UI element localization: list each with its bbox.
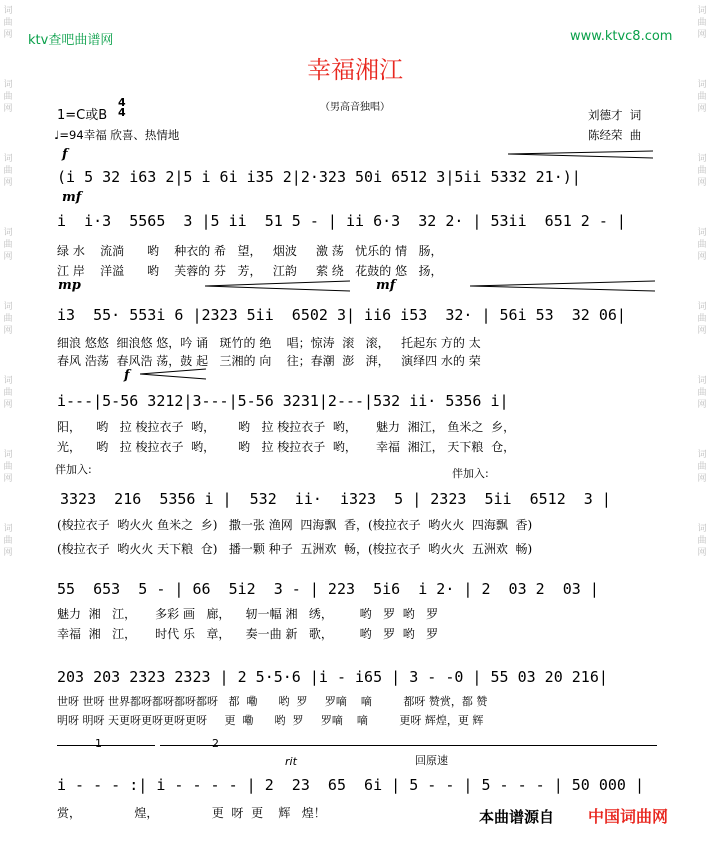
- watermark-glyph: 网: [697, 326, 707, 336]
- watermark-glyph: 网: [3, 252, 13, 262]
- source-note: 本曲谱源自: [479, 808, 555, 826]
- watermark-glyph: 曲: [3, 92, 13, 102]
- watermark-glyph: 词: [697, 80, 707, 90]
- dynamic-f-2: f: [124, 368, 130, 383]
- notation-line-4: i---|5-56 3212|3---|5-56 3231|2---|532 ii· 5356 i|: [57, 392, 509, 410]
- watermark-glyph: 曲: [697, 314, 707, 324]
- watermark-glyph: 曲: [3, 314, 13, 324]
- watermark-glyph: 词: [3, 302, 13, 312]
- dynamic-f-1: f: [62, 147, 68, 162]
- notation-line-3: i3 55· 553i 6 |2323 5ii 6502 3| ii6 i53 32· | 56i 53 32 06|: [57, 306, 626, 324]
- watermark-glyph: 词: [3, 228, 13, 238]
- watermark-glyph: 词: [697, 154, 707, 164]
- watermark-glyph: 曲: [3, 240, 13, 250]
- volta-1-label: 1: [95, 737, 102, 750]
- watermark-glyph: 网: [3, 104, 13, 114]
- watermark-glyph: 词: [697, 524, 707, 534]
- watermark-glyph: 曲: [697, 92, 707, 102]
- lyric-line-8: 赏， 煌， 更 呀 更 辉 煌！: [57, 806, 326, 820]
- watermark-glyph: 网: [3, 548, 13, 558]
- watermark-glyph: 词: [697, 302, 707, 312]
- watermark-glyph: 词: [3, 80, 13, 90]
- ritardando-mark: rit: [285, 755, 297, 768]
- time-signature: 4 4: [118, 96, 126, 119]
- tempo-marking: ♩=94幸福 欣喜、热情地: [54, 128, 180, 142]
- watermark-glyph: 网: [697, 548, 707, 558]
- watermark-glyph: 网: [3, 30, 13, 40]
- notation-line-6: 55 653 5 - | 66 5i2 3 - | 223 5i6 i 2· | 2 03 2 03 |: [57, 580, 599, 598]
- watermark-glyph: 网: [3, 474, 13, 484]
- key-signature: 1=C或B: [57, 108, 108, 123]
- watermark-glyph: 网: [3, 400, 13, 410]
- site-name-left: ktv查吧曲谱网: [28, 33, 114, 48]
- watermark-glyph: 曲: [697, 536, 707, 546]
- volta-2-label: 2: [212, 737, 219, 750]
- lyric-line-4b: 光， 哟 拉 梭拉衣子 哟， 哟 拉 梭拉衣子 哟， 幸福 湘江， 天下粮 仓，: [57, 440, 516, 454]
- watermark-glyph: 词: [3, 450, 13, 460]
- crescendo-hairpin-1: [205, 280, 355, 294]
- watermark-glyph: 网: [697, 104, 707, 114]
- watermark-glyph: 曲: [3, 388, 13, 398]
- volta-1-bracket: [57, 745, 155, 746]
- watermark-glyph: 词: [3, 376, 13, 386]
- watermark-glyph: 曲: [697, 166, 707, 176]
- watermark-glyph: 网: [697, 178, 707, 188]
- watermark-glyph: 词: [697, 450, 707, 460]
- left-watermark-column: [0, 0, 16, 853]
- watermark-glyph: 词: [697, 228, 707, 238]
- crescendo-hairpin-3: [140, 368, 210, 380]
- watermark-glyph: 曲: [3, 536, 13, 546]
- watermark-glyph: 词: [697, 376, 707, 386]
- dynamic-mf-2: mf: [376, 278, 396, 293]
- watermark-glyph: 曲: [697, 388, 707, 398]
- watermark-glyph: 曲: [3, 462, 13, 472]
- a-tempo-mark: 回原速: [415, 754, 448, 767]
- lyric-line-6b: 幸福 湘 江， 时代 乐 章， 奏一曲 新 歌， 哟 罗 哟 罗: [57, 627, 439, 641]
- accompaniment-note-2: 伴加入:: [452, 467, 489, 480]
- decrescendo-hairpin: [508, 150, 658, 170]
- volta-2-bracket: [160, 745, 657, 746]
- composer-credit: 陈经荣 曲: [588, 128, 642, 142]
- watermark-glyph: 词: [3, 154, 13, 164]
- right-watermark-column: [694, 0, 710, 853]
- lyric-line-3a: 细浪 悠悠 细浪悠 悠，吟 诵 斑竹的 绝 唱；惊涛 滚 滚， 托起东 方的 太: [57, 336, 481, 350]
- watermark-glyph: 曲: [697, 462, 707, 472]
- watermark-glyph: 网: [697, 252, 707, 262]
- lyric-line-7a: 世呀 世呀 世界都呀都呀都呀都呀 都 嘞 哟 罗 罗嘀 嘀 都呀 赞赏，都 赞: [57, 695, 488, 708]
- dynamic-mp: mp: [58, 278, 81, 293]
- watermark-glyph: 曲: [3, 18, 13, 28]
- watermark-glyph: 曲: [3, 166, 13, 176]
- notation-line-2: i i·3 5565 3 |5 ii 51 5 - | ii 6·3 32 2· | 53ii 651 2 - |: [57, 212, 626, 230]
- site-url-right: www.ktvc8.com: [570, 29, 673, 44]
- lyric-line-5b: (梭拉衣子 哟火火 天下粮 仓) 播一颗 种子 五洲欢 畅，(梭拉衣子 哟火火 五洲欢 畅): [57, 542, 533, 556]
- watermark-glyph: 词: [697, 6, 707, 16]
- song-title: 幸福湘江: [307, 56, 403, 84]
- notation-line-8: i - - - :| i - - - - | 2 23 65 6i | 5 - - | 5 - - - | 50 000 |: [57, 776, 644, 794]
- notation-line-7: 203 203 2323 2323 | 2 5·5·6 |i - i65 | 3 - -0 | 55 03 20 216|: [57, 668, 608, 686]
- lyric-line-5a: (梭拉衣子 哟火火 鱼米之 乡) 撒一张 渔网 四海飘 香，(梭拉衣子 哟火火 四海飘 香): [57, 518, 533, 532]
- lyric-line-7b: 明呀 明呀 天更呀更呀更呀更呀 更 嘞 哟 罗 罗嘀 嘀 更呀 辉煌，更 辉: [57, 714, 484, 727]
- dynamic-mf-1: mf: [62, 190, 82, 205]
- source-site-link[interactable]: 中国词曲网: [588, 807, 669, 826]
- lyric-line-3b: 春风 浩荡 春风浩 荡，鼓 起 三湘的 向 往；春潮 澎 湃， 演绎四 水的 荣: [57, 354, 481, 368]
- watermark-glyph: 网: [3, 326, 13, 336]
- watermark-glyph: 网: [697, 474, 707, 484]
- watermark-glyph: 词: [3, 524, 13, 534]
- notation-line-1: (i 5 32 i63 2|5 i 6i i35 2|2·323 50i 6512 3|5ii 5332 21·)|: [57, 168, 581, 186]
- lyricist-credit: 刘德才 词: [588, 108, 642, 122]
- watermark-glyph: 网: [697, 30, 707, 40]
- watermark-glyph: 词: [3, 6, 13, 16]
- song-subtitle: （男高音独唱）: [320, 102, 390, 113]
- accompaniment-note-1: 伴加入:: [55, 463, 92, 476]
- watermark-glyph: 曲: [697, 240, 707, 250]
- notation-line-5: 3323 216 5356 i | 532 ii· i323 5 | 2323 5ii 6512 3 |: [60, 490, 611, 508]
- lyric-line-6a: 魅力 湘 江， 多彩 画 廊， 轫一幅 湘 绣， 哟 罗 哟 罗: [57, 607, 439, 621]
- lyric-line-2b: 江 岸 洋溢 哟 芙蓉的 芬 芳， 江韵 萦 绕 花鼓的 悠 扬，: [57, 264, 443, 278]
- watermark-glyph: 曲: [697, 18, 707, 28]
- crescendo-hairpin-2: [470, 280, 660, 294]
- lyric-line-2a: 绿 水 流淌 哟 种衣的 希 望， 烟波 激 荡 忧乐的 情 肠，: [57, 244, 443, 258]
- watermark-glyph: 网: [3, 178, 13, 188]
- lyric-line-4a: 阳， 哟 拉 梭拉衣子 哟， 哟 拉 梭拉衣子 哟， 魅力 湘江， 鱼米之 乡，: [57, 420, 516, 434]
- watermark-glyph: 网: [697, 400, 707, 410]
